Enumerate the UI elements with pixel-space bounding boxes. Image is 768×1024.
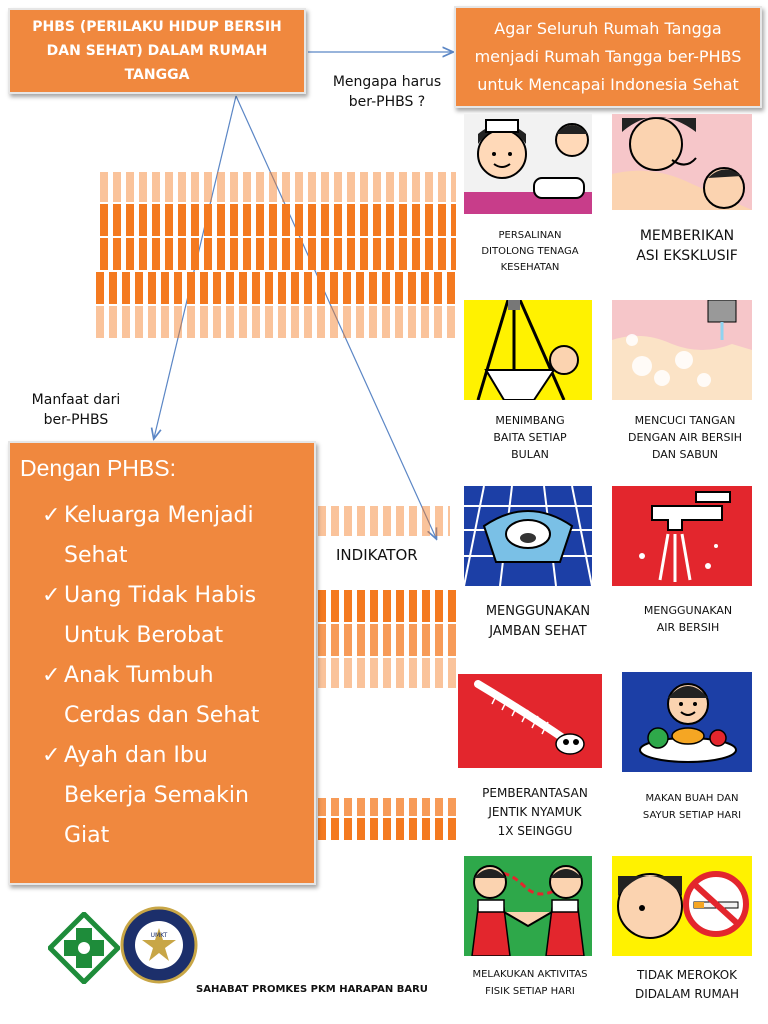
check-icon: ✓ [42, 663, 61, 688]
check-icon: ✓ [42, 503, 61, 528]
caption-line: MENGGUNAKAN [643, 604, 733, 617]
caption-line: TIDAK MEROKOK [636, 968, 738, 982]
goal-box [454, 6, 762, 108]
illustration-fruits-vegetables [622, 672, 752, 772]
illustration-handwashing [612, 300, 752, 400]
stripe-band [318, 590, 458, 622]
stripe-band [100, 238, 456, 270]
stripe-band [100, 172, 456, 202]
stripe-band [100, 204, 456, 236]
benefit-line: Anak Tumbuh [64, 663, 214, 688]
indikator-label: INDIKATOR [336, 546, 418, 564]
university-seal-logo [120, 906, 198, 984]
caption-line: DIDALAM RUMAH [634, 987, 740, 1001]
illustration-birth-assistance [464, 114, 592, 214]
benefits-list [20, 496, 302, 856]
benefits-title: Dengan PHBS: [20, 455, 176, 481]
benefit-line: Untuk Berobat [64, 623, 224, 648]
benefit-note-line: ber-PHBS [43, 412, 109, 428]
indicator-caption [462, 228, 598, 276]
caption-line: MAKAN BUAH DAN [645, 793, 739, 804]
why-note-line: ber-PHBS ? [348, 94, 426, 110]
stripe-band [318, 658, 458, 688]
caption-line: BAITA SETIAP [493, 431, 567, 444]
caption-line: JAMBAN SEHAT [489, 624, 587, 639]
illustration-baby-weighing [464, 300, 592, 400]
caption-line: AIR BERSIH [656, 621, 720, 634]
indicator-caption [452, 966, 608, 1000]
benefit-line: Sehat [64, 543, 128, 568]
indicator-caption [616, 602, 760, 636]
caption-line: MEMBERIKAN [639, 228, 735, 244]
check-icon: ✓ [42, 743, 61, 768]
caption-line: MELAKUKAN AKTIVITAS [472, 969, 588, 980]
caption-line: 1X SEINGGU [497, 824, 573, 838]
indicator-caption [462, 412, 598, 463]
page-title: PHBS (PERILAKU HIDUP BERSIH DAN SEHAT) DALAM RUMAH TANGGA [32, 19, 282, 83]
caption-line: DENGAN AIR BERSIH [628, 431, 742, 444]
indicator-caption [612, 966, 762, 1004]
title-box [8, 8, 306, 94]
stripe-band [318, 624, 458, 656]
caption-line: JENTIK NYAMUK [488, 805, 582, 819]
benefit-line: Giat [64, 823, 110, 848]
why-note [322, 72, 452, 112]
benefit-item [20, 576, 302, 656]
illustration-breastfeeding [612, 114, 752, 210]
indicator-caption [612, 226, 762, 266]
caption-line: MENCUCI TANGAN [634, 414, 736, 427]
benefit-line: Uang Tidak Habis [64, 583, 257, 608]
why-note-line: Mengapa harus [332, 74, 442, 90]
stripe-band [318, 506, 450, 536]
illustration-clean-water [612, 486, 752, 586]
caption-line: PEMBERANTASAN [482, 786, 588, 800]
stripe-band [318, 818, 456, 840]
goal-text: Agar Seluruh Rumah Tangga menjadi Rumah Tangga ber-PHBS untuk Mencapai Indonesia Sehat [474, 19, 742, 94]
benefit-item [20, 656, 302, 736]
benefit-line: Bekerja Semakin [64, 783, 249, 808]
caption-line: PERSALINAN [498, 230, 562, 241]
benefit-item [20, 496, 302, 576]
caption-line: SAYUR SETIAP HARI [642, 810, 742, 821]
caption-line: MENGGUNAKAN [485, 604, 591, 619]
caption-line: MENIMBANG [495, 414, 565, 427]
benefit-item [20, 736, 302, 856]
footer-text: SAHABAT PROMKES PKM HARAPAN BARU [196, 984, 428, 995]
caption-line: BULAN [511, 448, 549, 461]
benefit-line: Cerdas dan Sehat [64, 703, 260, 728]
benefit-note [16, 390, 136, 430]
stripe-band [318, 798, 456, 816]
indicator-caption [622, 790, 762, 824]
illustration-mosquito-larvae [458, 674, 602, 768]
illustration-toilet [464, 486, 592, 586]
indicator-caption [610, 412, 760, 463]
illustration-no-smoking [612, 856, 752, 956]
benefit-note-line: Manfaat dari [31, 392, 121, 408]
indicator-caption [460, 784, 610, 841]
caption-line: FISIK SETIAP HARI [485, 986, 575, 997]
benefit-line: Keluarga Menjadi [64, 503, 254, 528]
indicator-caption [468, 602, 608, 642]
stripe-band [96, 306, 456, 338]
benefit-line: Ayah dan Ibu [64, 743, 208, 768]
caption-line: DITOLONG TENAGA [481, 246, 579, 257]
check-icon: ✓ [42, 583, 61, 608]
benefits-box [8, 441, 316, 885]
seal-badge: UMKT [150, 932, 168, 939]
health-cross-logo [48, 912, 120, 984]
illustration-physical-activity [464, 856, 592, 956]
caption-line: ASI EKSKLUSIF [636, 248, 738, 264]
stripe-band [96, 272, 456, 304]
caption-line: KESEHATAN [500, 262, 560, 273]
caption-line: DAN SABUN [651, 448, 719, 461]
